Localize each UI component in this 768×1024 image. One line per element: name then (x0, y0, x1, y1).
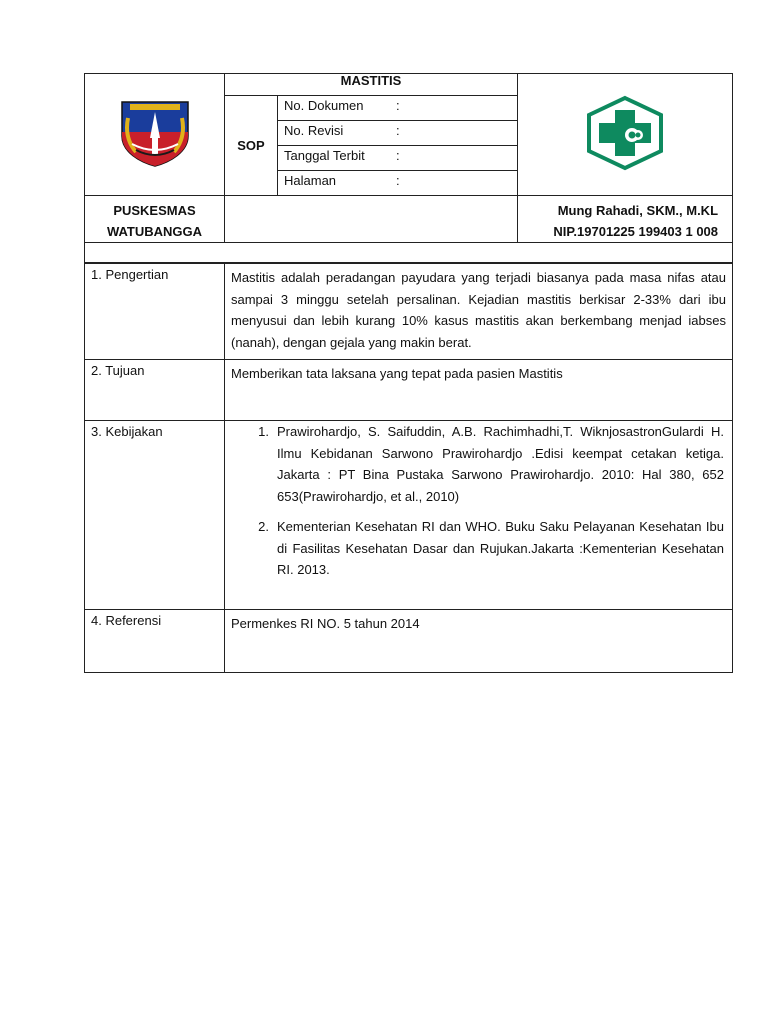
signer-nip: NIP.19701225 199403 1 008 (553, 224, 719, 239)
sop-label: SOP (225, 96, 278, 196)
section-text-tujuan: Memberikan tata laksana yang tepat pada pasien Mastitis (225, 360, 733, 421)
health-cross-icon (585, 95, 665, 171)
regency-emblem-icon (116, 98, 194, 168)
list-item (225, 421, 724, 507)
meta-doc-number: No. Dokumen : (278, 96, 518, 121)
section-text-pengertian: Mastitis adalah peradangan payudara yang terjadi biasanya pada masa nifas atau sampai 3 minggu setelah persalinan. Kejadian mastitis berkisar 2-33% dari ibu menyusui dan lebih kurang 10% kasus mastitis akan berkembang menjad iabses (nanah), dengan gejala yang makin berat. (225, 264, 733, 360)
document-title: MASTITIS (225, 74, 518, 96)
list-item-text: Prawirohardjo, S. Saifuddin, A.B. Rachimhadhi,T. WiknjosastronGulardi H. Ilmu Kebidanan Sarwono Prawirohardjo .Edisi keempat cetakan ketiga. Jakarta : PT Bina Pustaka Sarwono Prawirohardjo. 2010: Hal 380, 652 653(Prawirohardjo, et al., 2010) (277, 424, 724, 504)
list-item-text: Kementerian Kesehatan RI dan WHO. Buku Saku Pelayanan Kesehatan Ibu di Fasilitas Kesehatan Dasar dan Rujukan.Jakarta :Kementerian Kesehatan RI. 2013. (277, 519, 724, 577)
list-item-number: 1. (258, 424, 269, 439)
signer-name: Mung Rahadi, SKM., M.KL (557, 203, 719, 218)
list-item-number: 2. (258, 519, 269, 534)
org-line-2: WATUBANGGA (106, 224, 203, 239)
section-label-kebijakan: 3. Kebijakan (85, 421, 225, 610)
sop-header-table (84, 73, 733, 263)
signer-block (518, 196, 733, 243)
section-label-pengertian: 1. Pengertian (85, 264, 225, 360)
meta-issue-date: Tanggal Terbit : (278, 146, 518, 171)
left-logo-cell (85, 74, 225, 196)
blank-header-cell (225, 196, 518, 243)
list-item (225, 516, 724, 581)
section-text-referensi: Permenkes RI NO. 5 tahun 2014 (225, 610, 733, 673)
org-line-1: PUSKESMAS (113, 203, 196, 218)
right-logo-cell (518, 74, 733, 196)
meta-page: Halaman : (278, 171, 518, 196)
sop-content-table (84, 263, 733, 673)
spacer-row (85, 243, 733, 263)
section-list-kebijakan (225, 421, 733, 610)
section-label-referensi: 4. Referensi (85, 610, 225, 673)
section-label-tujuan: 2. Tujuan (85, 360, 225, 421)
meta-revision: No. Revisi : (278, 121, 518, 146)
organization-name (85, 196, 225, 243)
sop-document (84, 73, 732, 673)
